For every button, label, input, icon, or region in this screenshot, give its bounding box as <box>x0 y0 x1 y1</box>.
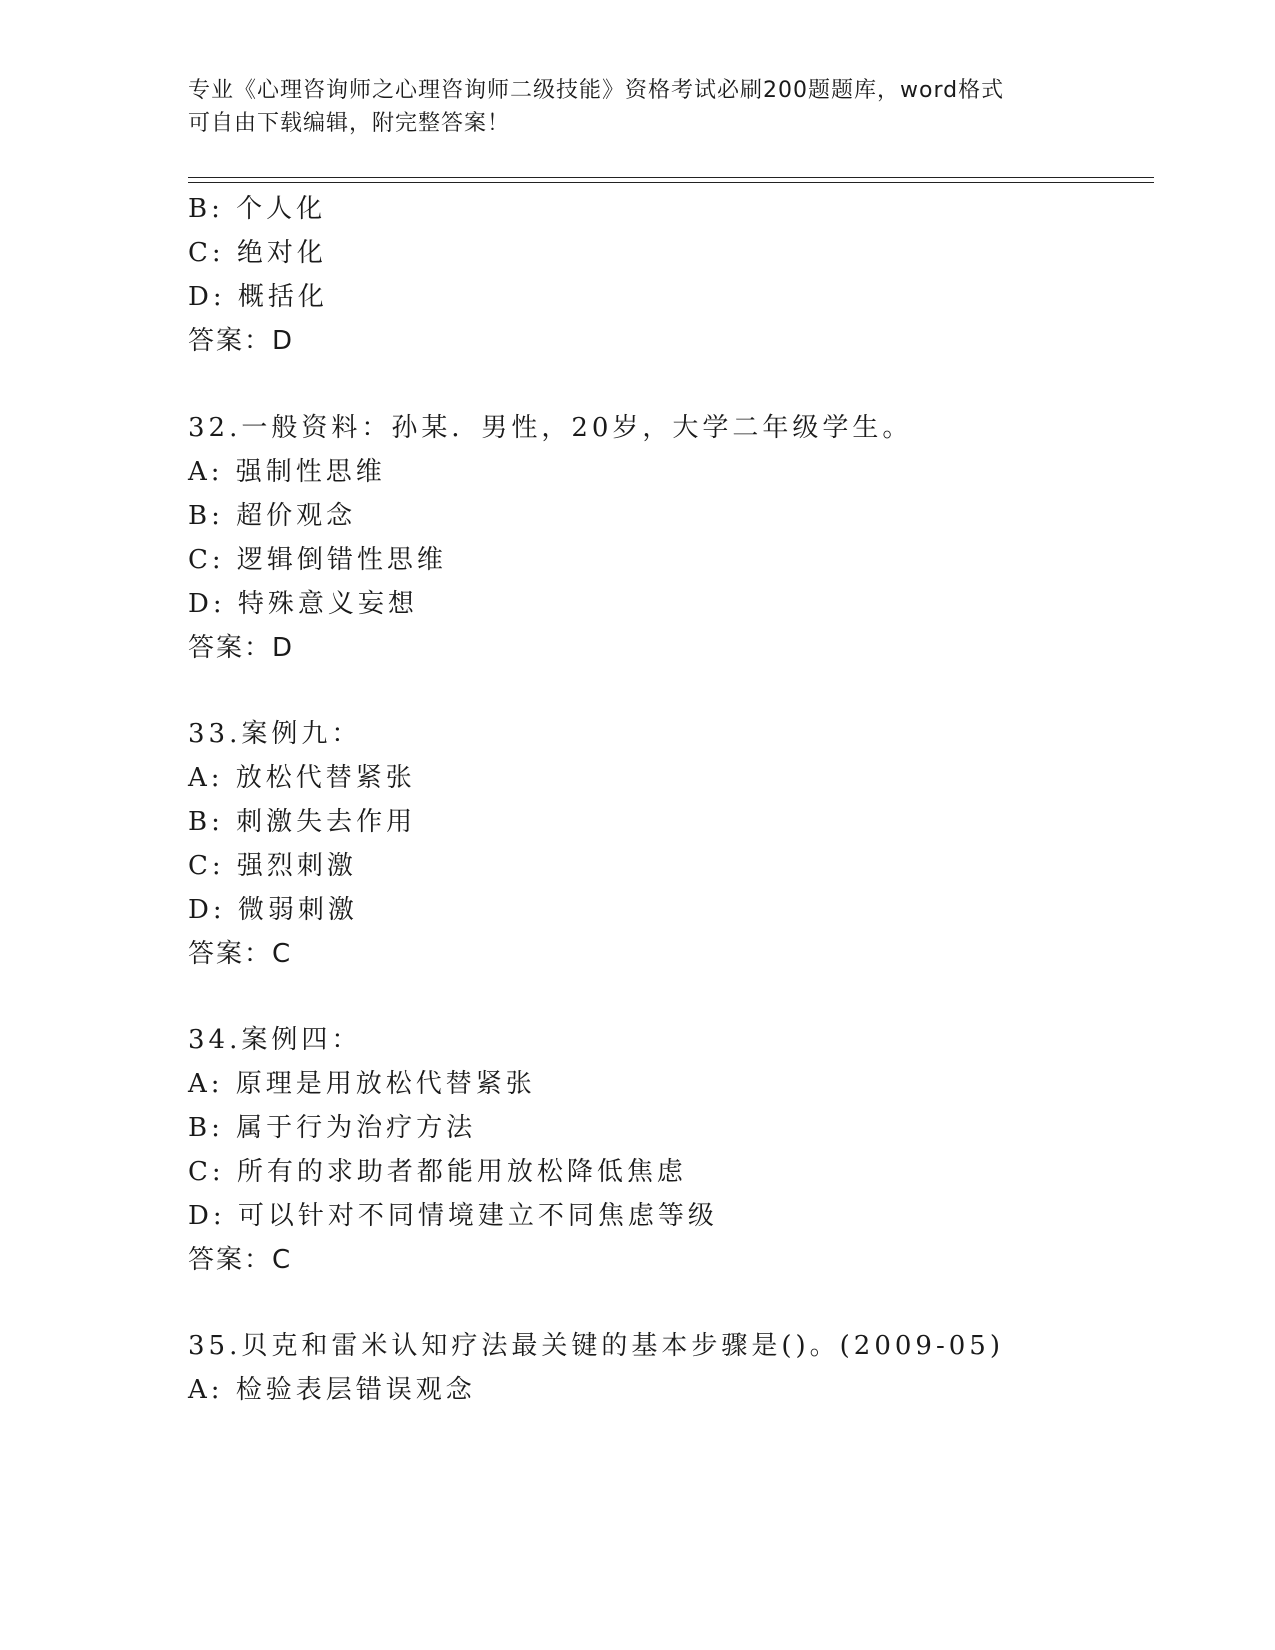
header-line-1: 专业《心理咨询师之心理咨询师二级技能》资格考试必刷200题题库，word格式 <box>188 78 1005 103</box>
option-line: C: 强烈刺激 <box>188 851 357 881</box>
option-line: B: 刺激失去作用 <box>188 807 417 837</box>
option-line: A: 原理是用放松代替紧张 <box>188 1069 536 1099</box>
question-line: 35.贝克和雷米认知疗法最关键的基本步骤是()。(2009-05) <box>188 1331 1004 1361</box>
option-line: D: 微弱刺激 <box>188 895 358 925</box>
option-line: C: 逻辑倒错性思维 <box>188 545 447 575</box>
option-line: B: 个人化 <box>188 194 327 224</box>
answer-line: 答案：D <box>188 633 295 663</box>
option-line: C: 所有的求助者都能用放松降低焦虑 <box>188 1157 687 1187</box>
option-line: B: 属于行为治疗方法 <box>188 1113 477 1143</box>
option-line: D: 可以针对不同情境建立不同焦虑等级 <box>188 1201 718 1231</box>
option-line: A: 检验表层错误观念 <box>188 1375 476 1405</box>
question-line: 34.案例四： <box>188 1025 362 1055</box>
header-divider-bottom <box>188 182 1154 183</box>
option-line: B: 超价观念 <box>188 501 357 531</box>
option-line: A: 强制性思维 <box>188 457 386 487</box>
option-line: D: 特殊意义妄想 <box>188 589 418 619</box>
question-line: 33.案例九： <box>188 719 362 749</box>
option-line: C: 绝对化 <box>188 238 327 268</box>
option-line: D: 概括化 <box>188 282 328 312</box>
header-line-2: 可自由下载编辑，附完整答案！ <box>188 111 511 136</box>
answer-line: 答案：C <box>188 1245 293 1275</box>
answer-line: 答案：C <box>188 939 293 969</box>
option-line: A: 放松代替紧张 <box>188 763 416 793</box>
question-line: 32.一般资料：孙某．男性，20岁，大学二年级学生。 <box>188 413 913 443</box>
document-header <box>188 74 1088 140</box>
answer-line: 答案：D <box>188 326 295 356</box>
header-divider-top <box>188 177 1154 178</box>
